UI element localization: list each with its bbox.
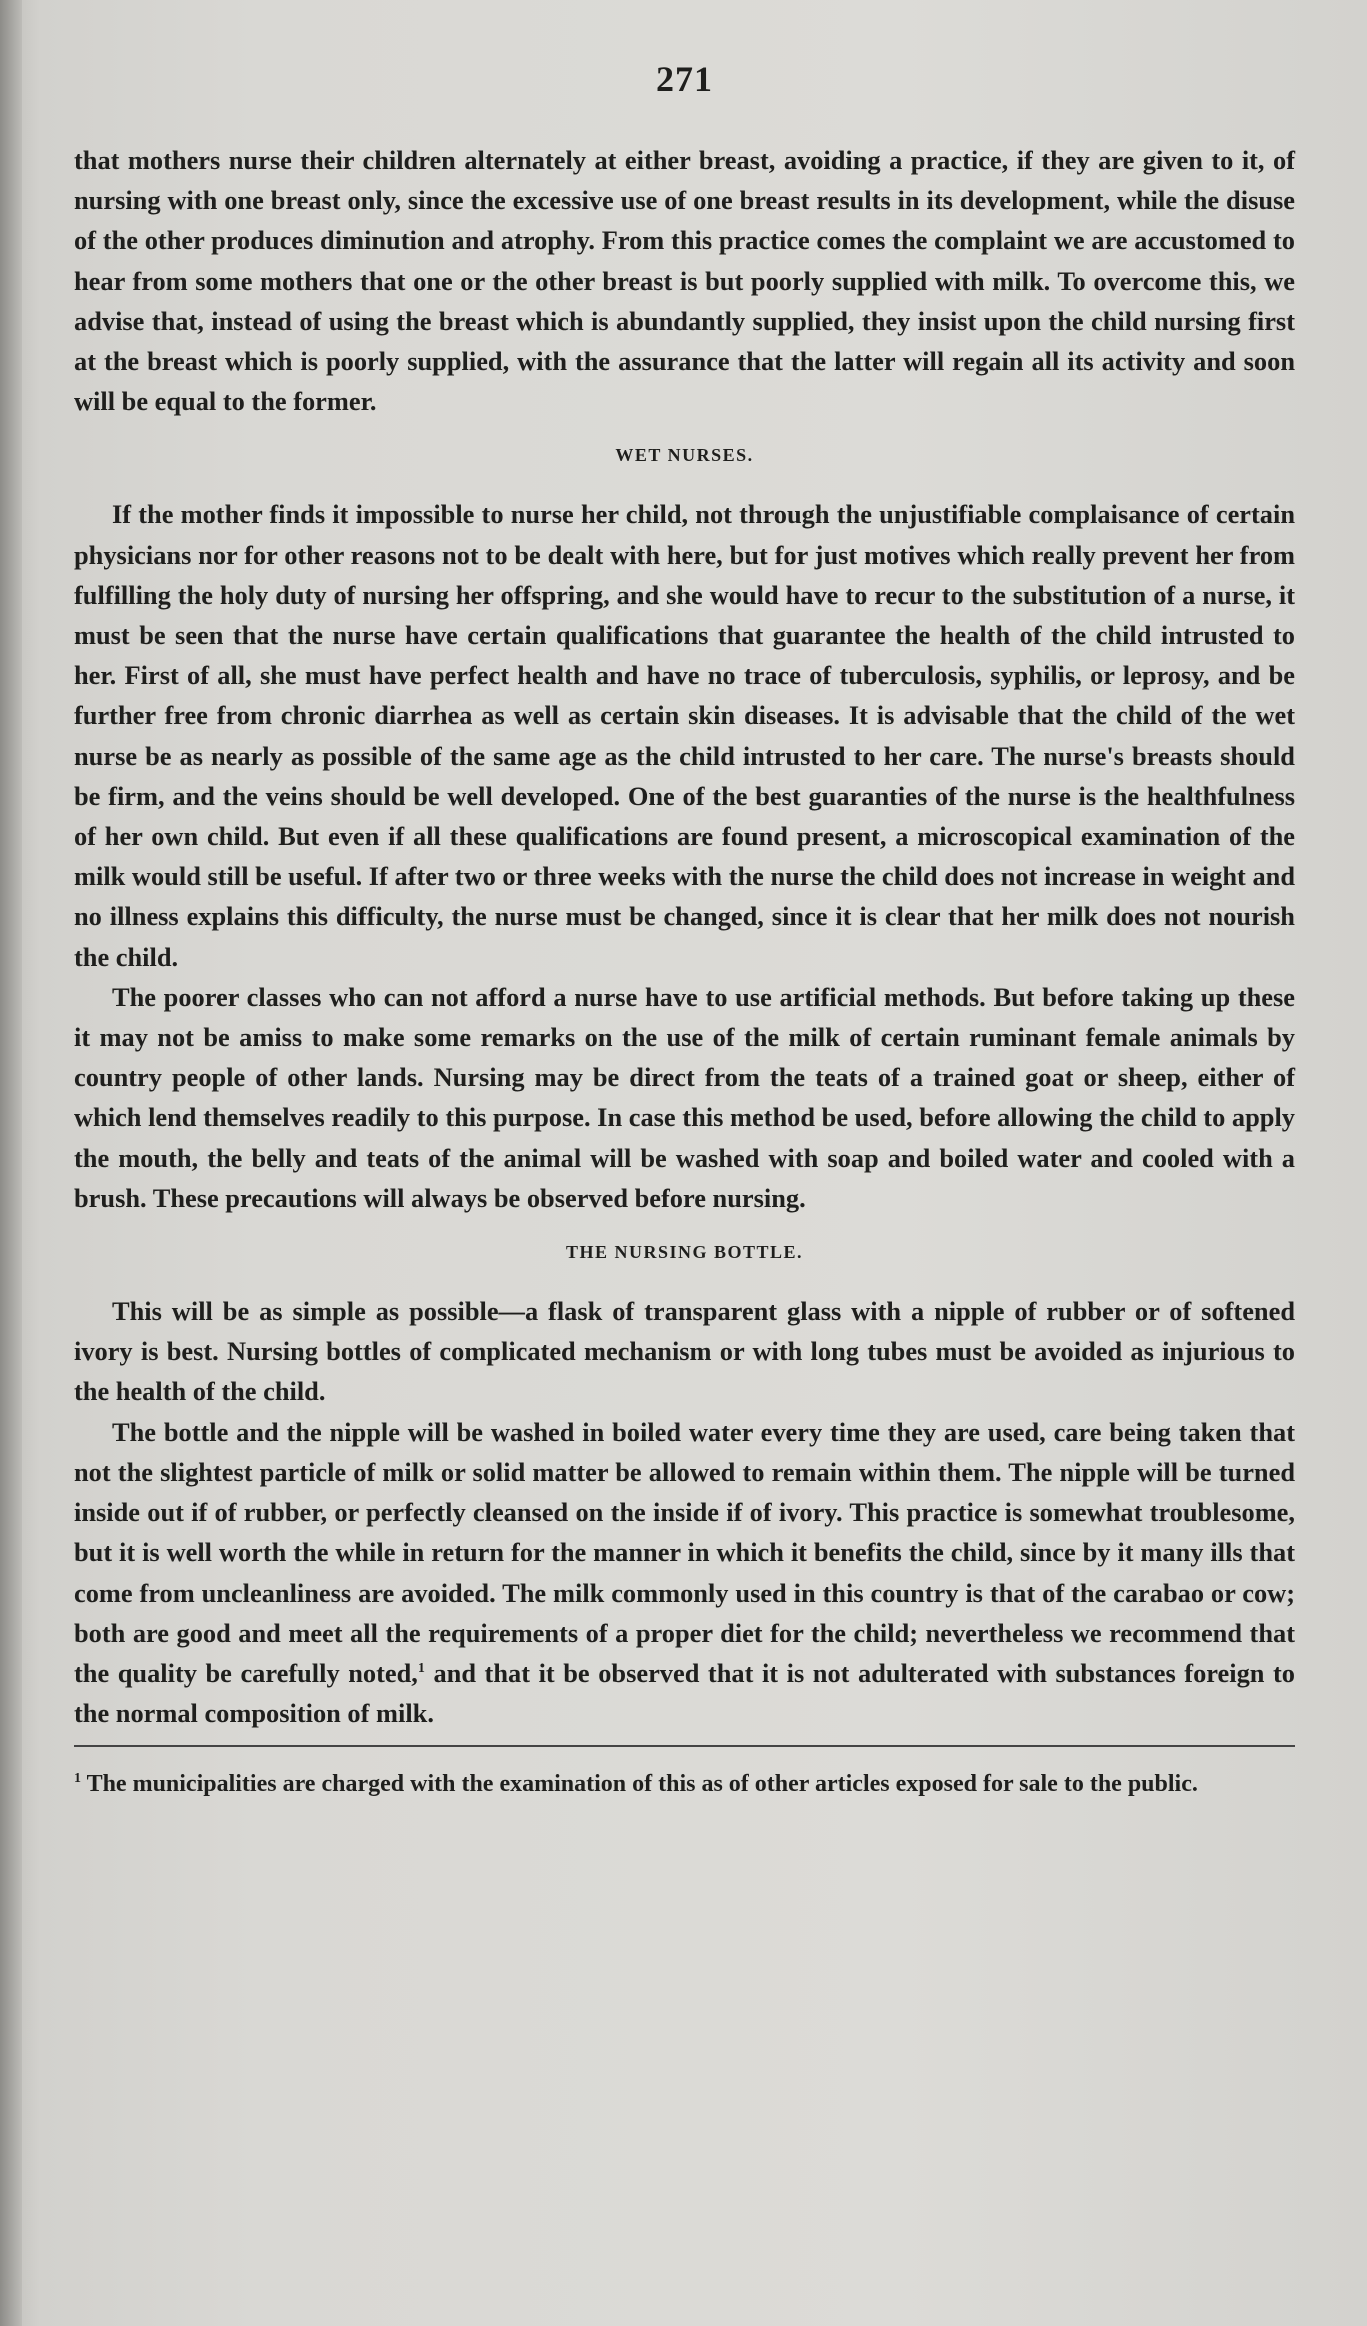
section-heading-wet-nurses: WET NURSES. (615, 445, 754, 466)
paragraph-bottle-cleaning-text-b: and that it be observed that it is not adulterated with substances foreign to the normal composition of milk. (74, 1657, 1295, 1729)
paragraph-bottle-description: This will be as simple as possible—a flask of transparent glass with a nipple of rubber or of softened ivory is best. Nursing bottles of complicated mechanism or with long tubes must be avoided as injurious to the health of the child. (74, 1296, 1295, 1407)
footnote (74, 1765, 1295, 1803)
paragraph-wet-nurse-qualifications: If the mother finds it impossible to nurse her child, not through the unjustifiable complaisance of certain physicians nor for other reasons not to be dealt with here, but for just motives which really prevent her from fulfilling the holy duty of nursing her offspring, and she would have to recur to the substitution of a nurse, it must be seen that the nurse have certain qualifications that guarantee the health of the child intrusted to her. First of all, she must have perfect health and have no trace of tuberculosis, syphilis, or leprosy, and be further free from chronic diarrhea as well as certain skin diseases. It is advisable that the child of the wet nurse be as nearly as possible of the same age as the child intrusted to her care. The nurse's breasts should be firm, and the veins should be well developed. One of the best guaranties of the nurse is the healthfulness of her own child. But even if all these qualifications are found present, a microscopical examination of the milk would still be useful. If after two or three weeks with the nurse the child does not increase in weight and no illness explains this difficulty, the nurse must be changed, since it is clear that her milk does not nourish the child. (74, 499, 1295, 972)
footnote-reference: 1 (417, 1661, 425, 1677)
paragraph-bottle-cleaning (74, 1412, 1295, 1734)
footnote-text: The municipalities are charged with the examination of this as of other articles exposed for sale to the public. (81, 1771, 1198, 1798)
paragraph-artificial-methods: The poorer classes who can not afford a nurse have to use artificial methods. But before taking up these it may not be amiss to make some remarks on the use of the milk of certain ruminant female animals by country people of other lands. Nursing may be direct from the teats of a trained goat or sheep, either of which lend themselves readily to this purpose. In case this method be used, before allowing the child to apply the mouth, the belly and teats of the animal will be washed with soap and boiled water and cooled with a brush. These precautions will always be observed before nursing. (74, 981, 1295, 1213)
footnote-marker: 1 (74, 1771, 81, 1787)
paragraph-breast-alternation: that mothers nurse their children alternately at either breast, avoiding a practice, if they are given to it, of nursing with one breast only, since the excessive use of one breast results in its development, while the disuse of the other produces diminution and atrophy. From this practice comes the complaint we are accustomed to hear from some mothers that one or the other breast is but poorly supplied with milk. To overcome this, we advise that, instead of using the breast which is abundantly supplied, they insist upon the child nursing first at the breast which is poorly supplied, with the assurance that the latter will regain all its activity and soon will be equal to the former. (74, 145, 1295, 417)
paragraph-bottle-cleaning-text-a: The bottle and the nipple will be washed in boiled water every time they are used, care being taken that not the slightest particle of milk or solid matter be allowed to remain within them. The nipple will be turned inside out if of rubber, or perfectly cleansed on the inside if of ivory. This practice is somewhat troublesome, but it is well worth the while in return for the manner in which it benefits the child, since by it many ills that come from uncleanliness are avoided. The milk commonly used in this country is that of the carabao or cow; both are good and meet all the requirements of a proper diet for the child; nevertheless we recommend that the quality be carefully noted, (74, 1416, 1295, 1688)
page-number: 271 (656, 59, 713, 99)
footnote-divider (74, 1745, 1295, 1747)
section-heading-nursing-bottle: THE NURSING BOTTLE. (565, 1242, 804, 1263)
